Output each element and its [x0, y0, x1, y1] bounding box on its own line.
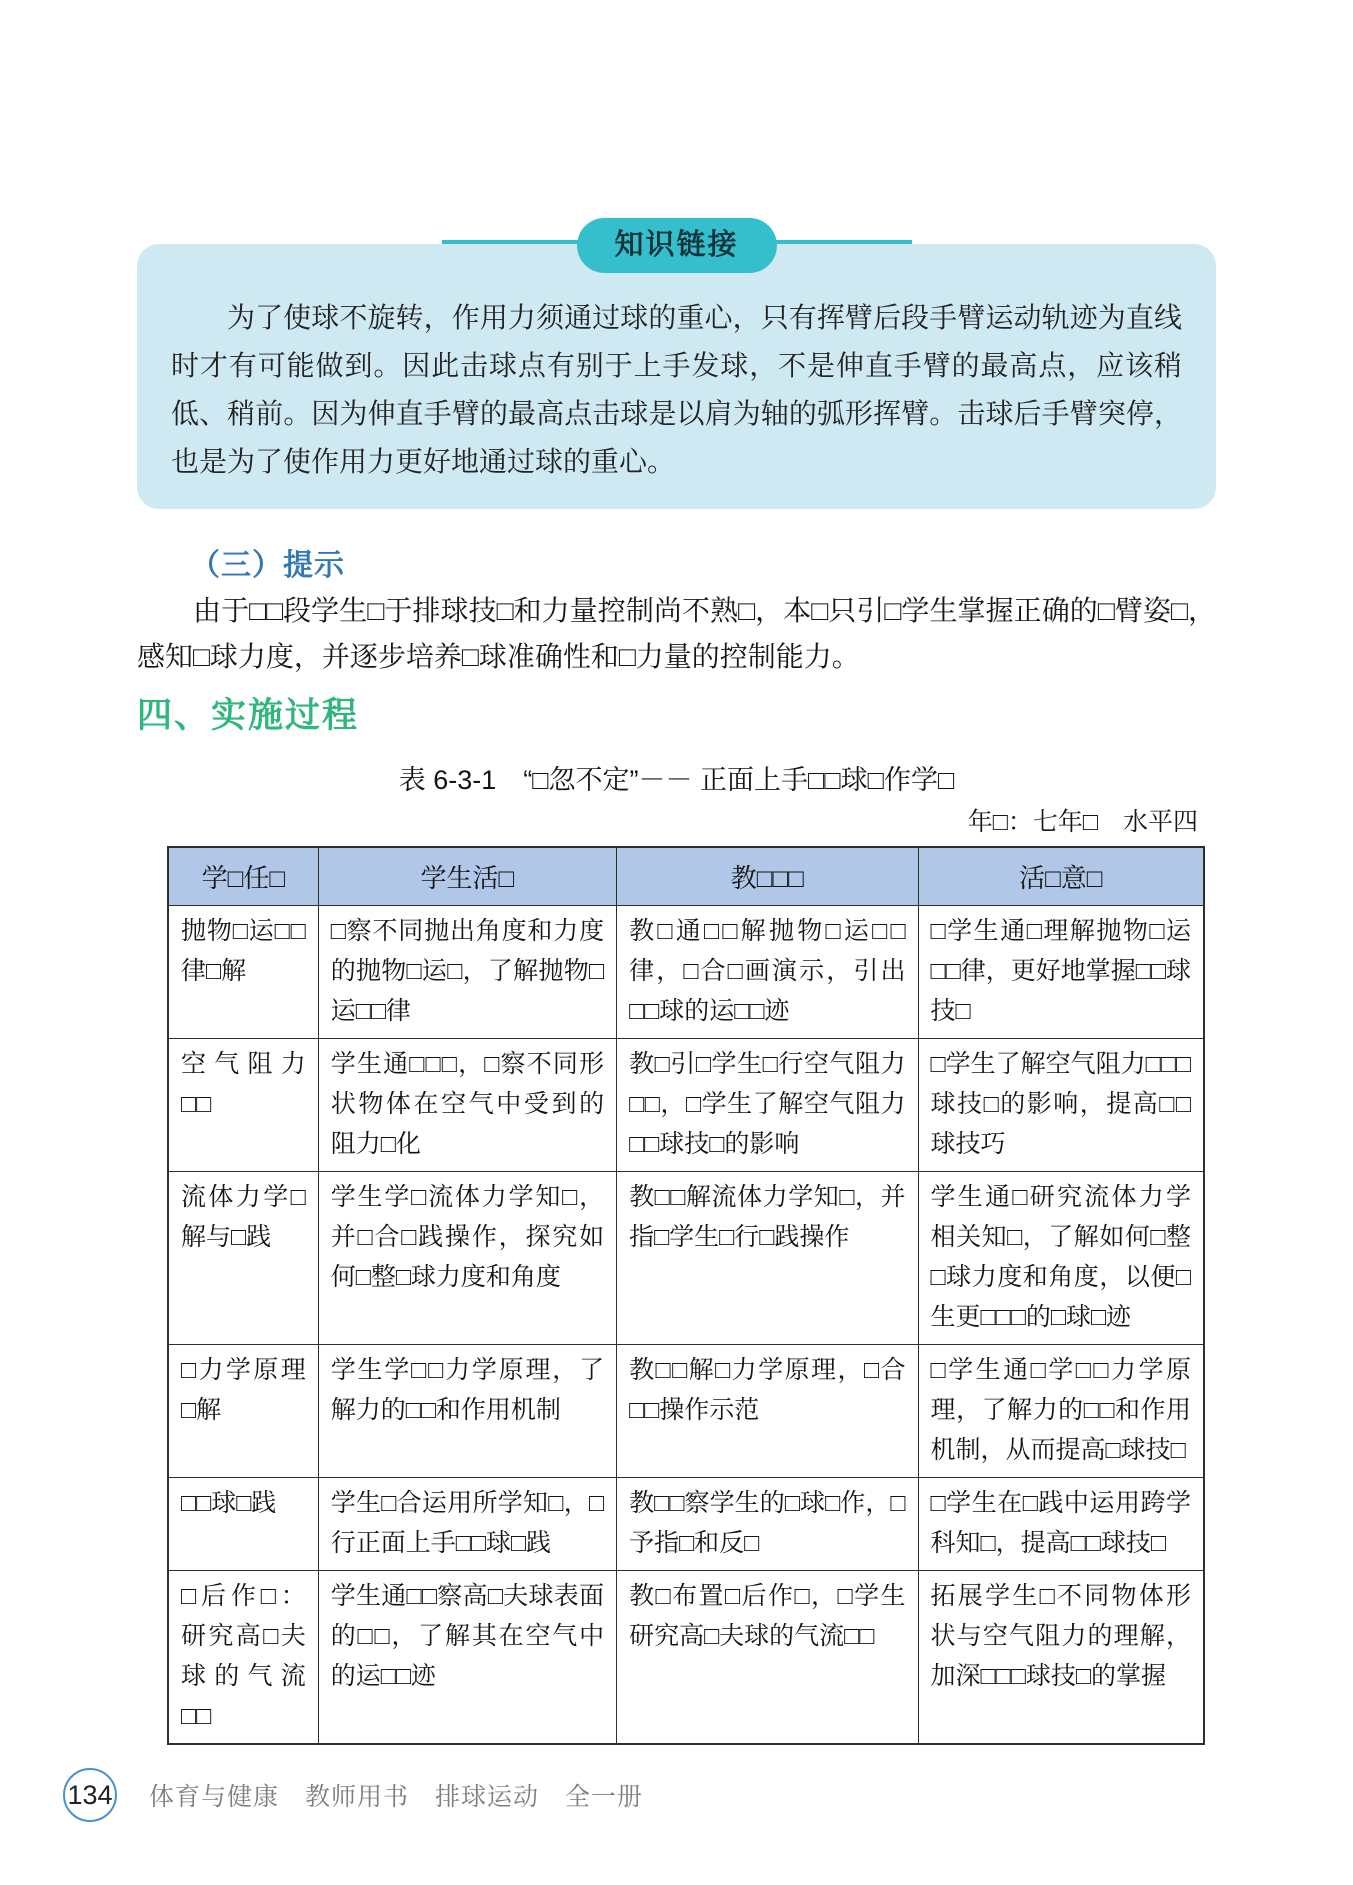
table-cell: 教□□察学生的□球□作，□予指□和反□ [617, 1477, 918, 1570]
table-cell: 教□□解流体力学知□，并指□学生□行□践操作 [617, 1171, 918, 1344]
tip-paragraph: 由于□□段学生□于排球技□和力量控制尚不熟□，本□只引□学生掌握正确的□臂姿□，感知□球力度，并逐步培养□球准确性和□力量的控制能力。 [137, 595, 1216, 672]
grade-level-line: 年□：七年□ 水平四 [967, 808, 1198, 836]
table-cell: 空气阻力□□ [168, 1038, 318, 1171]
page-footer [63, 1768, 643, 1822]
table-cell: □□球□践 [168, 1477, 318, 1570]
table-cell: 学生通□研究流体力学相关知□，了解如何□整□球力度和角度，以便□生更□□□的□球□迹 [918, 1171, 1204, 1344]
table-cell: □察不同抛出角度和力度的抛物□运□，了解抛物□运□□律 [318, 905, 616, 1038]
table-caption: 表 6-3-1 “□忽不定”－－ 正面上手□□球□作学□ [398, 765, 955, 795]
implementation-section-heading: 四、实施过程 [137, 696, 360, 735]
table-row [168, 1570, 1204, 1744]
table-row [168, 1477, 1204, 1570]
table-cell: 教□引□学生□行空气阻力□□，□学生了解空气阻力□□球技□的影响 [617, 1038, 918, 1171]
callout-title: 知识链接 [614, 229, 739, 261]
table-header-cell-student-activity: 学生活□ [318, 847, 616, 905]
book-title: 体育与健康 教师用书 排球运动 全一册 [149, 1783, 644, 1811]
table-cell: 学生学□□力学原理，了解力的□□和作用机制 [318, 1344, 616, 1477]
table-row [168, 905, 1204, 1038]
table-row [168, 1171, 1204, 1344]
table-cell: 学生通□□□，□察不同形状物体在空气中受到的阻力□化 [318, 1038, 616, 1171]
table-header-row [168, 847, 1204, 905]
callout-body-text: 为了使球不旋转，作用力须通过球的重心，只有挥臂后段手臂运动轨迹为直线时才有可能做到。因此击球点有别于上手发球，不是伸直手臂的最高点，应该稍低、稍前。因为伸直手臂的最高点击球是以肩为轴的弧形挥臂。击球后手臂突停，也是为了使作用力更好地通过球的重心。 [171, 301, 1182, 479]
table-row [168, 1344, 1204, 1477]
table-cell: 教□□解□力学原理，□合□□操作示范 [617, 1344, 918, 1477]
table-header-cell-task: 学□任□ [168, 847, 318, 905]
table-cell: □后作□：研究高□夫球的气流□□ [168, 1570, 318, 1744]
table-header-cell-teacher: 教□□□ [617, 847, 918, 905]
callout-title-badge [576, 218, 776, 273]
table-cell: 流体力学□解与□践 [168, 1171, 318, 1344]
table-header-cell-activity-intent: 活□意□ [918, 847, 1204, 905]
page-number: 134 [67, 1779, 113, 1810]
table-cell: 拓展学生□不同物体形状与空气阻力的理解，加深□□□球技□的掌握 [918, 1570, 1204, 1744]
table-body [168, 905, 1204, 1744]
tip-section-heading: （三）提示 [190, 549, 345, 582]
table-row [168, 1038, 1204, 1171]
page-number-badge [63, 1768, 117, 1822]
table-cell: □学生通□理解抛物□运□□律，更好地掌握□□球技□ [918, 905, 1204, 1038]
table-cell: 教□布置□后作□，□学生研究高□夫球的气流□□ [617, 1570, 918, 1744]
table-cell: 学生学□流体力学知□，并□合□践操作，探究如何□整□球力度和角度 [318, 1171, 616, 1344]
table-cell: □学生了解空气阻力□□□球技□的影响，提高□□球技巧 [918, 1038, 1204, 1171]
table-cell: 学生□合运用所学知□，□行正面上手□□球□践 [318, 1477, 616, 1570]
table-cell: □学生在□践中运用跨学科知□，提高□□球技□ [918, 1477, 1204, 1570]
lesson-plan-table [167, 846, 1205, 1745]
table-cell: □学生通□学□□力学原理，了解力的□□和作用机制，从而提高□球技□ [918, 1344, 1204, 1477]
table-cell: 抛物□运□□律□解 [168, 905, 318, 1038]
table-cell: □力学原理□解 [168, 1344, 318, 1477]
knowledge-link-callout [137, 229, 1216, 509]
table-cell: 教□通□□解抛物□运□□律，□合□画演示，引出□□球的运□□迹 [617, 905, 918, 1038]
table-cell: 学生通□□察高□夫球表面的□□，了解其在空气中的运□□迹 [318, 1570, 616, 1744]
